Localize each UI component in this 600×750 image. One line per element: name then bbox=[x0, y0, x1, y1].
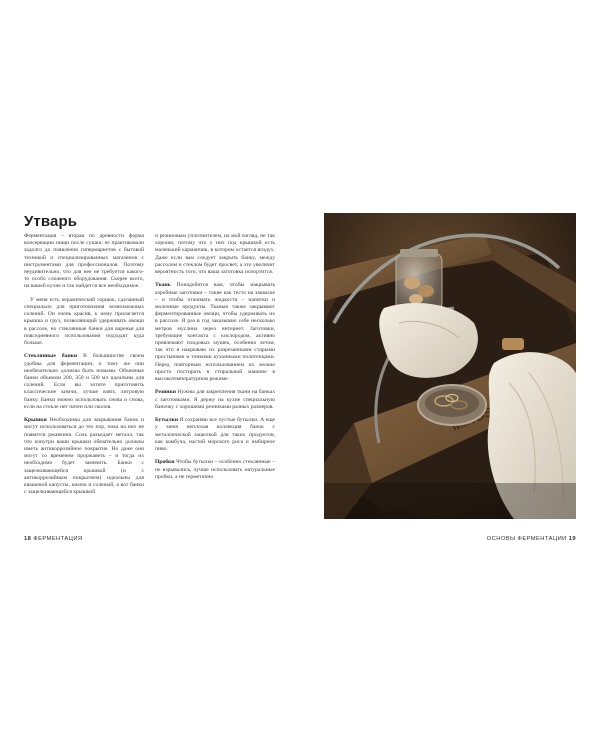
term-lids: Крышки bbox=[24, 417, 47, 424]
paragraph bbox=[155, 417, 275, 453]
photo-shadow bbox=[324, 483, 576, 519]
paragraph bbox=[24, 417, 144, 496]
term-description: Я сохраняю все пустые бутылки. А еще у меня неплохая коллекция банок с металлической защелкой для таких продуктов, как комбуча, настой морского риса и имбирное пиво. bbox=[155, 417, 275, 453]
photo-fermentation-tools bbox=[324, 213, 576, 519]
paragraph: У меня есть керамический горшок, сделанный специально для приготовления всевозможных солений. Он очень красив, к нему прилагается крышка и груз, позволяющий удерживать овощи в рассоле, но стеклянные банки для варенья для повседневного использования подходят куда больше. bbox=[24, 296, 144, 347]
term-description: Необходимы для закрывания банок и могут использоваться до тех пор, пока на них не появится ржавчина. Соль разъедает металл, так что изнутри ваши крышки обязательно должны иметь антикоррозийное покрытие. Но даже они могут со временем проржаветь – и тогда их необходимо будет заменить. Банки с защелкивающейся крышкой (и с антикоррозийным покрытием) идеальны для квашеной капусты, кимчи и соленый, а вот банки с защелкивающейся крышкой bbox=[24, 417, 144, 496]
text-column-middle bbox=[155, 233, 275, 487]
term-cloth: Ткань bbox=[155, 282, 171, 289]
paragraph: и резиновым уплотнителем, на мой взгляд, не так хороши, потому что у них под крышкой есть маленький карманчик, в котором остается воздух. Даже если вам следует закрыть банку, между рассолом и стеклом будет просвет, а это увеличит вероятность того, что ваша заготовка испортится. bbox=[155, 233, 275, 276]
paragraph: Ферментация – вторая по древности форма консервации пищи после сушки: ее практиковали задолго до появления гипермаркетов с бытовой техникой и специализированных магазинов с инструментами для профессионалов. Поэтому неудивительно, что для нее не требуется какого-то особо сложного оборудования. Скорее всего, на вашей кухне и так найдется все необходимое. bbox=[24, 233, 144, 290]
term-jars: Стеклянные банки bbox=[24, 353, 78, 360]
term-description: Понадобится вам, чтобы накрывать аэробные заготовки – такие как тесто на закваске – и чтобы отжимать жидкости – напитки и молочные продукты. Тканью также закрывают ферментированные овощи, чтобы удерживать их в рассоле. Я раз в год заказываю себе несколько метров муслина через интернет. Заготовки, требующие контакта с кислородом, активно привлекают плодовых мушек, особенно летом, так что я накрываю их разрезанными старыми простынями и тонкими кухонными полотенцами. Перед повторным использованием их можно просто постирать в стиральной машине в высокотемпературном режиме. bbox=[155, 282, 275, 383]
term-bottles: Бутылки bbox=[155, 417, 179, 424]
term-corks: Пробки bbox=[155, 459, 175, 466]
folio-left bbox=[24, 536, 82, 542]
paragraph bbox=[155, 282, 275, 383]
term-rubber-bands: Резинки bbox=[155, 389, 176, 396]
paragraph bbox=[155, 459, 275, 481]
term-description: Нужны для закрепления ткани на банках с заготовками. Я держу на кухне специальную баночку с хорошими резинками разных размеров. bbox=[155, 389, 275, 410]
cork bbox=[409, 294, 423, 304]
cork bbox=[404, 277, 420, 289]
cork bbox=[502, 338, 524, 350]
page-heading: Утварь bbox=[24, 213, 78, 230]
page-number-right: 19 bbox=[568, 536, 576, 542]
term-description: В большинстве своем удобны для ферментации, к тому же они необязательно должны быть новыми. Объемные банки объемом 200, 350 и 500 мл идеальны для солений. Если вы хотите приготовить классические кимчи, лучше взять литровую банку. Банки можно использовать снова и снова, если на стекле нет пятен или сколов. bbox=[24, 353, 144, 410]
folio-right bbox=[487, 536, 576, 542]
running-title-left: ФЕРМЕНТАЦИЯ bbox=[33, 536, 83, 542]
page-number-left: 18 bbox=[24, 536, 32, 542]
paragraph bbox=[155, 389, 275, 411]
paragraph bbox=[24, 353, 144, 411]
running-title-right: ОСНОВЫ ФЕРМЕНТАЦИИ bbox=[486, 536, 567, 542]
text-column-left bbox=[24, 233, 144, 503]
term-description: Чтобы бутылки – особенно стеклянные – не взрывались, лучше использовать натуральные пробки, а не герметично bbox=[155, 459, 275, 480]
jar-rim bbox=[400, 249, 438, 257]
